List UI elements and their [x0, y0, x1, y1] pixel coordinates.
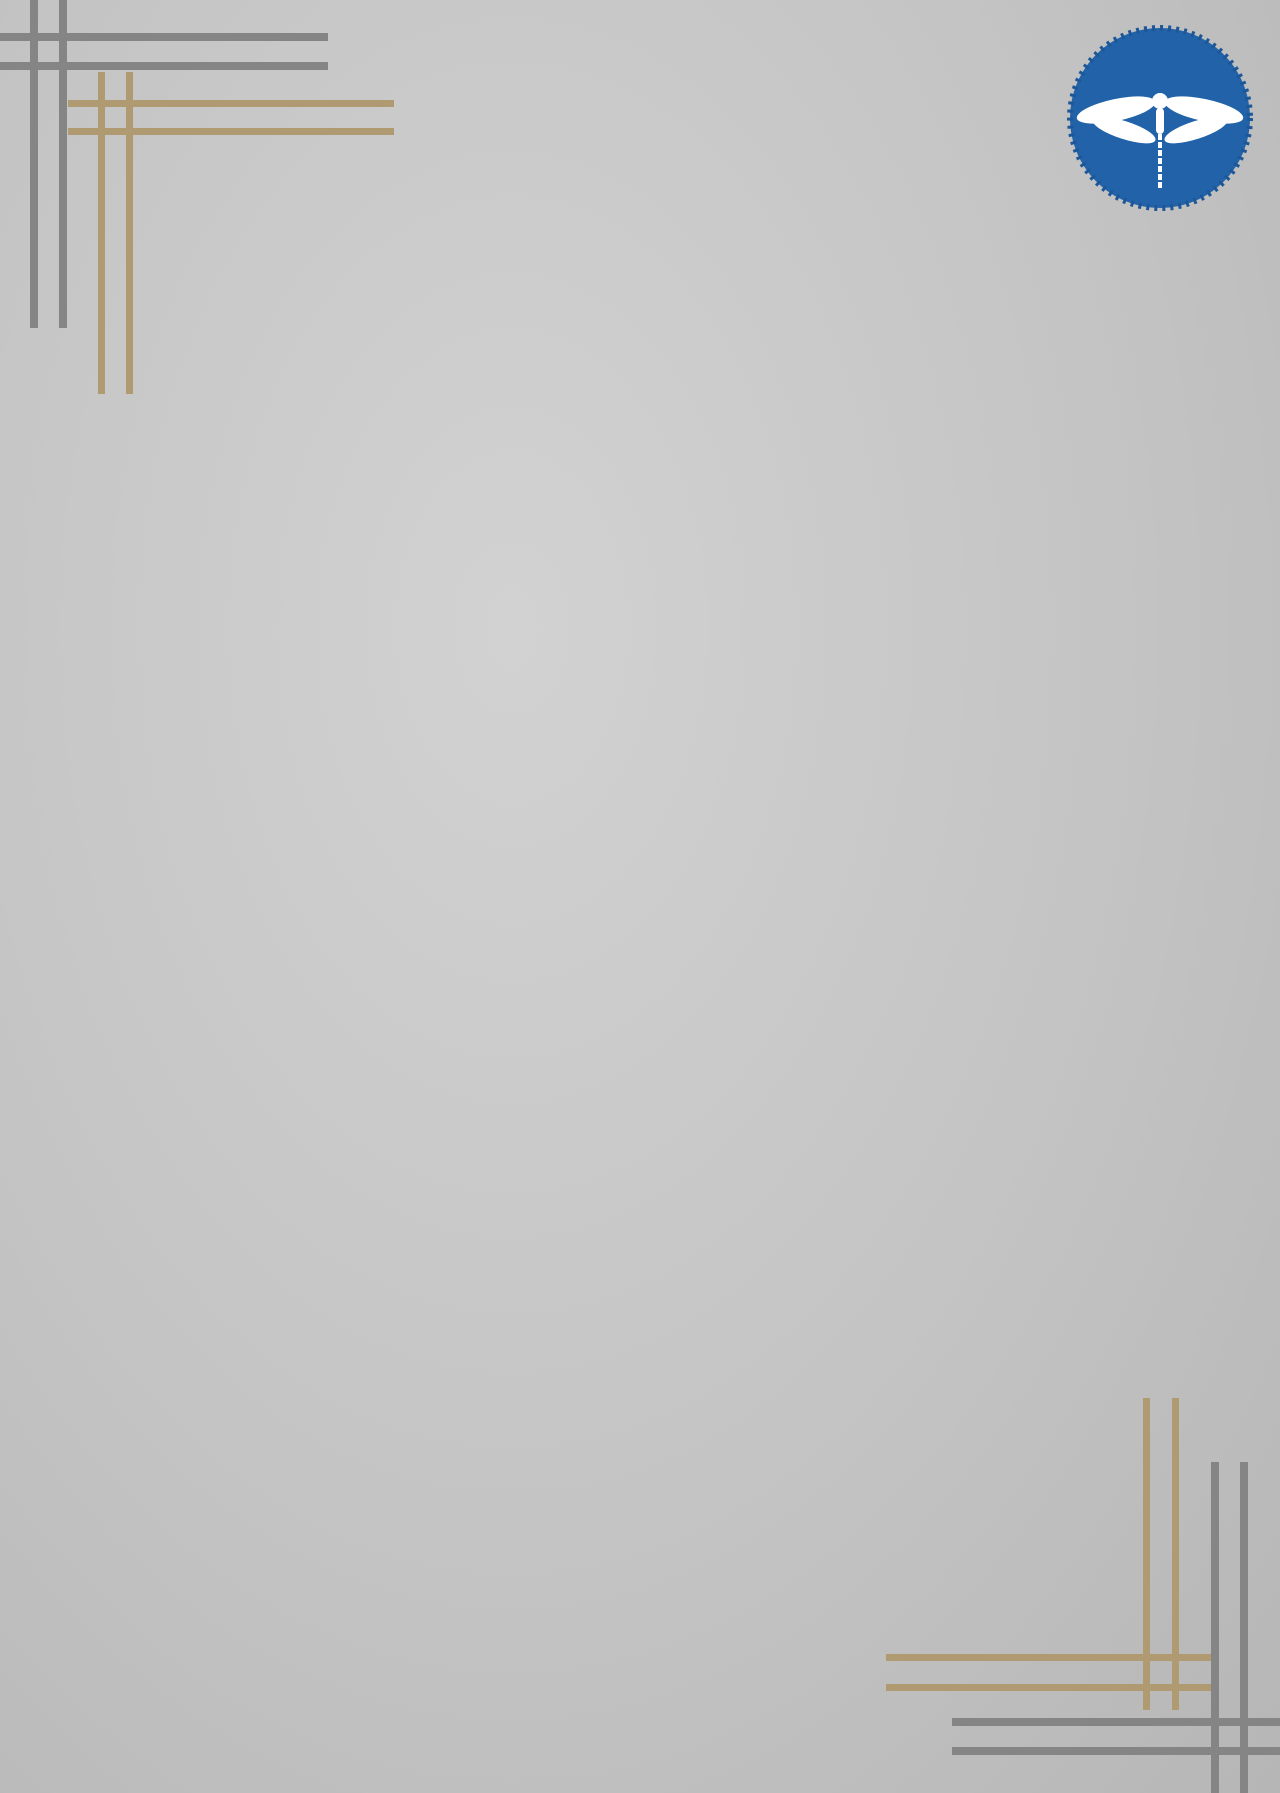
corner-lines-top-left — [0, 0, 394, 394]
corner-lines-bottom-right — [886, 1398, 1280, 1793]
brand-stamp — [1048, 12, 1276, 240]
